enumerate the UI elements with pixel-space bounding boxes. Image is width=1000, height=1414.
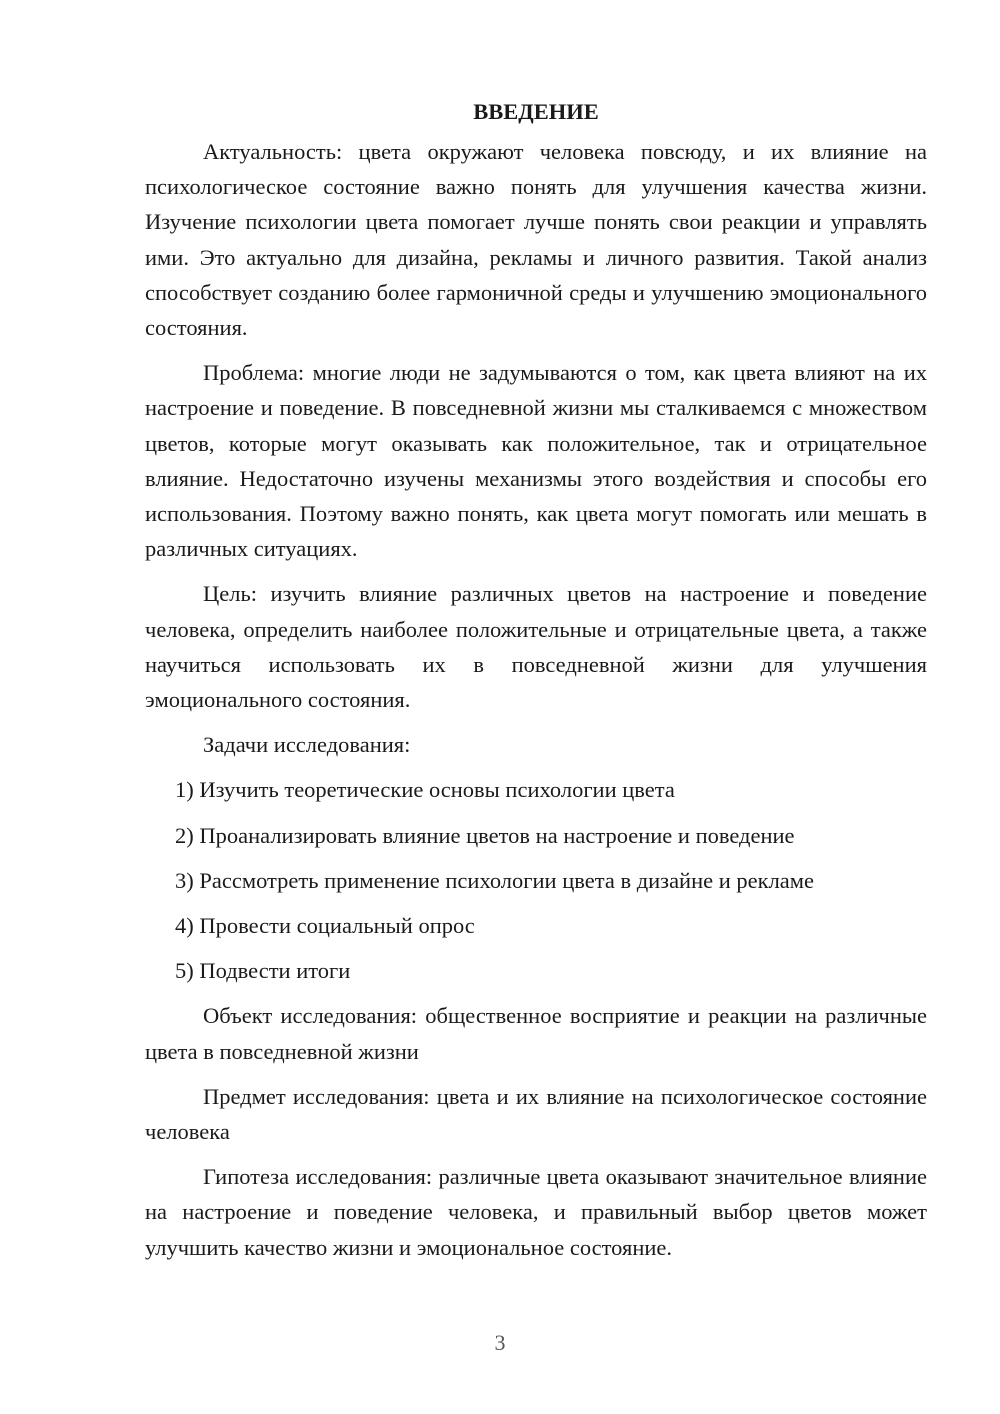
paragraph-hypothesis: Гипотеза исследования: различные цвета оказывают значительное влияние на настроение и поведение человека, и правильный выбор цветов может улучшить качество жизни и эмоциональное состояние. — [145, 1164, 927, 1260]
section-title: ВВЕДЕНИЕ — [473, 99, 599, 124]
tasks-heading: Задачи исследования: — [203, 732, 411, 758]
task-item: 4) Провести социальный опрос — [175, 913, 475, 939]
paragraph-subject: Предмет исследования: цвета и их влияние на психологическое состояние человека — [145, 1083, 927, 1145]
task-item: 2) Проанализировать влияние цветов на настроение и поведение — [175, 822, 795, 848]
paragraph-goal: Цель: изучить влияние различных цветов на настроение и поведение человека, определить наиболее положительные и отрицательные цвета, а также научиться использовать их в повседневной жизни для улучшения эмоционального состояния. — [145, 581, 927, 713]
task-item: 5) Подвести итоги — [175, 958, 351, 984]
task-item: 3) Рассмотреть применение психологии цвета в дизайне и рекламе — [175, 867, 815, 893]
paragraph-object: Объект исследования: общественное восприятие и реакции на различные цвета в повседневной жизни — [145, 1003, 927, 1064]
paragraph-relevance: Актуальность: цвета окружают человека повсюду, и их влияние на психологическое состояние важно понять для улучшения качества жизни. Изучение психологии цвета помогает лучше понять свои реакции и управлять ими. Это актуально для дизайна, рекламы и личного развития. Такой анализ способствует созданию более гармоничной среды и улучшению эмоционального состояния. — [145, 139, 927, 341]
task-item: 1) Изучить теоретические основы психологии цвета — [175, 777, 675, 803]
page-content — [145, 94, 927, 1275]
page-number: 3 — [494, 1330, 506, 1355]
task-list — [145, 772, 927, 988]
paragraph-problem: Проблема: многие люди не задумываются о том, как цвета влияют на их настроение и поведение. В повседневной жизни мы сталкиваемся с множеством цветов, которые могут оказывать как положительное, так и отрицательное влияние. Недостаточно изучены механизмы этого воздействия и способы его использования. Поэтому важно понять, как цвета могут помогать или мешать в различных ситуациях. — [145, 360, 927, 562]
